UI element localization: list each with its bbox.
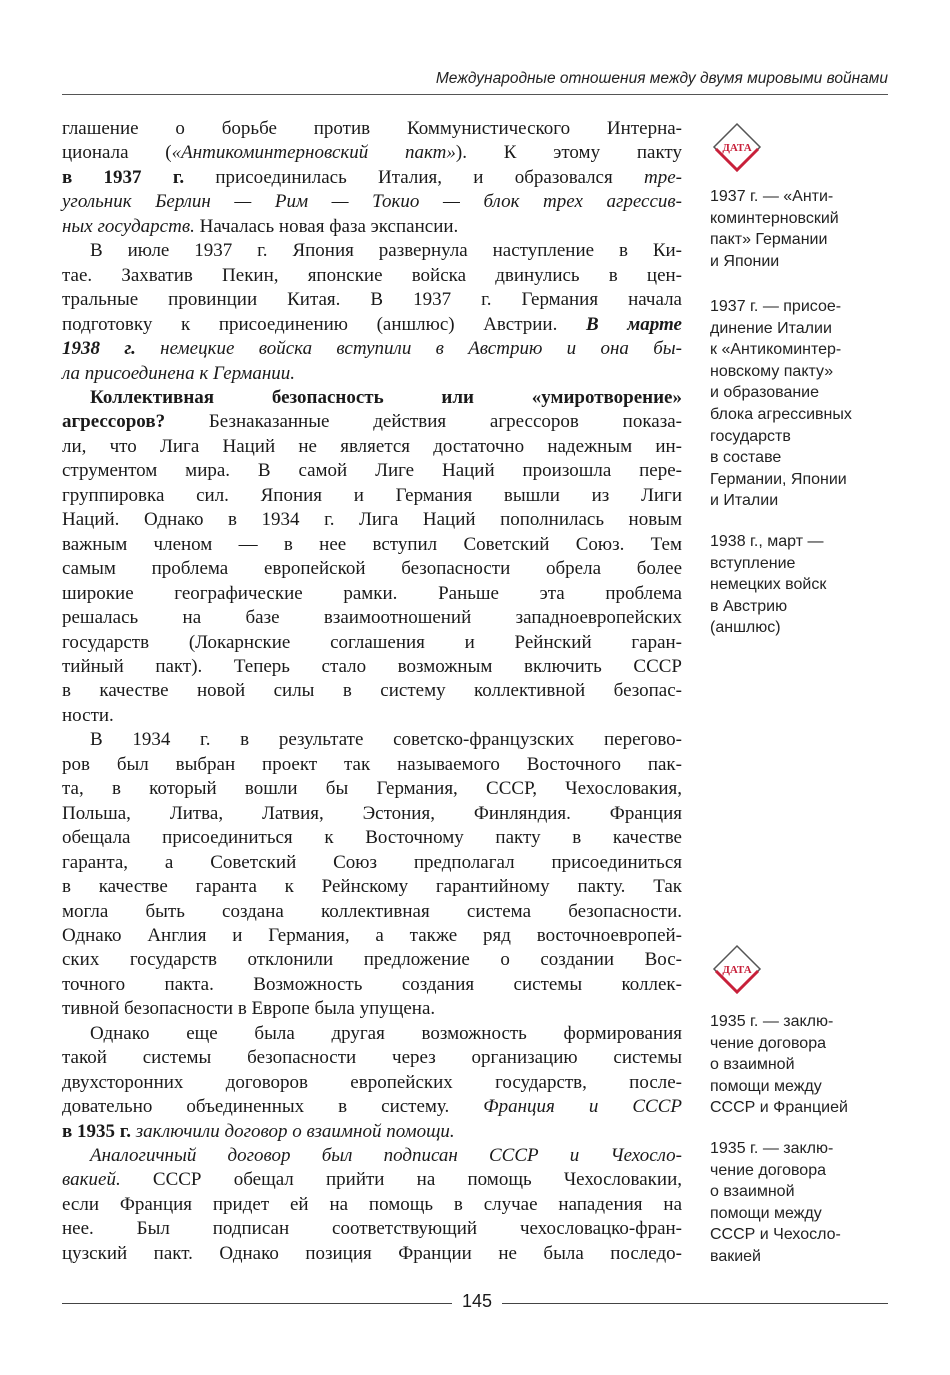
italic-text: заключили договор о взаимной помощи. (131, 1120, 455, 1142)
margin-note-line: и образование (710, 384, 820, 402)
bold-text: Коллективная безопасность или «умиротворение» (90, 386, 682, 408)
paragraph (62, 239, 682, 386)
main-text-column (62, 117, 682, 1266)
margin-note-line: к «Антикоминтер- (710, 341, 842, 359)
text-run: в качестве новой силы в систему коллективной безопас- (62, 680, 682, 702)
margin-note (710, 531, 890, 639)
text-line (62, 1071, 682, 1095)
italic-text: ных государств. (62, 215, 195, 237)
text-run: цузский пакт. Однако позиция Франции не была последо- (62, 1242, 682, 1264)
text-line (62, 631, 682, 655)
margin-note (710, 186, 890, 272)
text-run: Польша, Литва, Латвия, Эстония, Финляндия. Франция (62, 802, 682, 824)
text-line (62, 851, 682, 875)
text-line (62, 1242, 682, 1266)
text-line (62, 190, 682, 214)
margin-note-line: о взаимной (710, 1183, 795, 1201)
text-run: самым проблема европейской безопасности обрела более (62, 558, 682, 580)
margin-note (710, 296, 890, 512)
text-line (62, 264, 682, 288)
text-run: нее. Был подписан соответствующий чехословацко-фран- (62, 1218, 682, 1240)
text-run: Безнаказанные действия агрессоров показа- (165, 411, 682, 433)
margin-note-line: динение Италии (710, 319, 832, 337)
margin-note-line: 1937 г. — «Анти- (710, 188, 834, 205)
text-run: обещала присоединиться к Восточному пакту в качестве (62, 827, 682, 849)
text-run: такой системы безопасности через организацию системы (62, 1047, 682, 1069)
paragraph (62, 728, 682, 1021)
text-line (62, 777, 682, 801)
text-run: Наций. Однако в 1934 г. Лига Наций пополнилась новым (62, 509, 682, 531)
text-line (62, 337, 682, 361)
running-header (62, 66, 888, 95)
text-line (62, 313, 682, 337)
text-line (62, 826, 682, 850)
margin-note-line: СССР и Францией (710, 1099, 848, 1117)
text-line (62, 239, 682, 263)
margin-note (710, 1138, 890, 1268)
text-line (62, 117, 682, 141)
text-line (62, 655, 682, 679)
text-line (62, 435, 682, 459)
bold-text: агрессоров? (62, 411, 166, 433)
text-line (62, 1095, 682, 1119)
text-line (62, 875, 682, 899)
footer-rule-right (502, 1303, 888, 1304)
margin-note-line: государств (710, 427, 791, 445)
text-run: могла быть создана коллективная система безопасности. (62, 900, 682, 922)
text-line (62, 386, 682, 410)
text-line (62, 728, 682, 752)
margin-note-line: помощи между (710, 1204, 822, 1222)
text-run: тральные провинции Китая. В 1937 г. Германия начала (62, 289, 682, 311)
text-line (62, 1168, 682, 1192)
italic-text: угольник Берлин — Рим — Токио — блок трех агрессив- (62, 191, 682, 213)
text-line (62, 1120, 682, 1144)
text-line (62, 484, 682, 508)
text-run: подготовку к присоединению (аншлюс) Австрии. (62, 313, 586, 335)
margin-note-line: помощи между (710, 1077, 822, 1095)
margin-note-line: и Японии (710, 252, 780, 270)
text-run: государств (Локарнские соглашения и Рейнский гаран- (62, 631, 682, 653)
margin-note-line: новскому пакту» (710, 362, 834, 380)
text-line (62, 1193, 682, 1217)
text-line (62, 288, 682, 312)
text-run: ли, что Лига Наций не является достаточно надежным ин- (62, 435, 682, 457)
footer-rule-left (62, 1303, 452, 1304)
paragraph (62, 1022, 682, 1144)
bold-text: В марте (585, 313, 682, 335)
italic-text: Франция и СССР (483, 1096, 682, 1118)
text-run: ров был выбран проект так называемого Восточного пак- (62, 753, 682, 775)
text-run: группировка сил. Япония и Германия вышли из Лиги (62, 484, 682, 506)
margin-note-line: 1935 г. — заклю- (710, 1140, 834, 1157)
text-run: В 1934 г. в результате советско-французских перегово- (90, 729, 682, 751)
margin-note-line: блока агрессивных (710, 405, 852, 423)
text-run: ). К этому пакту (455, 142, 682, 164)
margin-note-line: вакией (710, 1247, 761, 1265)
text-line (62, 1022, 682, 1046)
text-run: важным членом — в нее вступил Советский Союз. Тем (62, 533, 682, 555)
text-line (62, 508, 682, 532)
text-line (62, 215, 682, 239)
margin-note-line: СССР и Чехосло- (710, 1226, 841, 1244)
bold-text: в 1935 г. (62, 1120, 131, 1142)
text-line (62, 410, 682, 434)
text-line (62, 459, 682, 483)
text-run: Однако Англия и Германия, а также ряд восточноевропей- (62, 924, 682, 946)
margin-note (710, 1011, 890, 1119)
text-line (62, 533, 682, 557)
text-line (62, 362, 682, 386)
text-line (62, 679, 682, 703)
margin-note-line: 1937 г. — присое- (710, 298, 842, 315)
text-line (62, 948, 682, 972)
margin-note-line: коминтерновский (710, 209, 839, 227)
text-line (62, 166, 682, 190)
italic-text: «Антикоминтерновский пакт» (171, 142, 456, 164)
text-line (62, 1217, 682, 1241)
text-run: тийный пакт). Теперь стало возможным включить СССР (62, 655, 682, 677)
text-line (62, 582, 682, 606)
text-line (62, 557, 682, 581)
margin-note-line: Германии, Японии (710, 470, 847, 488)
margin-note-line: чение договора (710, 1034, 826, 1052)
text-line (62, 141, 682, 165)
text-run: тивной безопасности в Европе была упущена. (62, 998, 436, 1020)
text-line (62, 924, 682, 948)
text-run: СССР обещал прийти на помощь Чехословакии, (120, 1169, 682, 1191)
italic-text: ла присоединена к Германии. (62, 362, 296, 384)
date-icon-label: ДАТА (722, 142, 752, 154)
text-run: та, в который вошли бы Германия, СССР, Чехословакия, (62, 778, 682, 800)
running-header-title: Международные отношения между двумя мировыми войнами (435, 70, 888, 87)
text-run: широкие географические рамки. Раньше эта проблема (62, 582, 682, 604)
italic-text: вакией. (62, 1169, 121, 1191)
text-line (62, 997, 682, 1021)
italic-text: Аналогичный договор был подписан СССР и Чехосло- (90, 1145, 682, 1167)
text-run: в качестве гаранта к Рейнскому гарантийному пакту. Так (62, 876, 682, 898)
text-run: Началась новая фаза экспансии. (194, 215, 459, 237)
margin-note-line: и Италии (710, 492, 779, 510)
date-icon-label: ДАТА (722, 964, 752, 976)
text-run: ности. (62, 704, 114, 726)
text-line (62, 606, 682, 630)
text-run: Однако еще была другая возможность формирования (90, 1022, 682, 1044)
margin-note-line: (аншлюс) (710, 619, 781, 637)
paragraph (62, 117, 682, 239)
text-line (62, 802, 682, 826)
margin-note-line: в Австрию (710, 597, 788, 615)
text-line (62, 1144, 682, 1168)
text-line (62, 704, 682, 728)
text-run: решалась на базе взаимоотношений западноевропейских (62, 607, 682, 629)
text-line (62, 900, 682, 924)
margin-note-line: чение договора (710, 1161, 826, 1179)
text-run: В июле 1937 г. Япония развернула наступление в Ки- (90, 240, 682, 262)
margin-note-line: 1938 г., март — (710, 533, 824, 550)
margin-note-line: немецких войск (710, 576, 827, 594)
paragraph (62, 386, 682, 728)
text-run: ских государств отклонили предложение о создании Вос- (62, 949, 682, 971)
page-number: 145 (461, 1291, 493, 1311)
text-line (62, 1046, 682, 1070)
text-line (62, 753, 682, 777)
text-run: довательно объединенных в систему. (62, 1096, 484, 1118)
margin-note-line: вступление (710, 554, 796, 572)
text-run: тае. Захватив Пекин, японские войска двинулись в цен- (62, 264, 682, 286)
text-run: гаранта, а Советский Союз предполагал присоединиться (62, 851, 682, 873)
text-run: присоединилась Италия, и образовался (184, 166, 645, 188)
text-run: двухсторонних договоров европейских государств, после- (62, 1071, 682, 1093)
italic-text: тре- (644, 166, 683, 188)
bold-text: 1938 г. (62, 338, 136, 360)
bold-text: в 1937 г. (62, 166, 185, 188)
margin-note-line: 1935 г. — заклю- (710, 1013, 834, 1030)
italic-text: немецкие войска вступили в Австрию и она бы- (135, 338, 682, 360)
text-run: ционала ( (62, 142, 172, 164)
margin-note-line: в составе (710, 449, 782, 467)
text-run: точного пакта. Возможность создания системы коллек- (62, 973, 682, 995)
text-run: если Франция придет ей на помощь в случае нападения на (62, 1193, 682, 1215)
text-run: глашение о борьбе против Коммунистического Интерна- (62, 118, 682, 139)
text-run: струментом мира. В самой Лиге Наций произошла пере- (62, 460, 682, 482)
text-line (62, 973, 682, 997)
date-diamond-icon (712, 122, 762, 172)
paragraph (62, 1144, 682, 1266)
margin-note-line: пакт» Германии (710, 231, 828, 249)
margin-note-line: о взаимной (710, 1056, 795, 1074)
date-diamond-icon (712, 944, 762, 994)
